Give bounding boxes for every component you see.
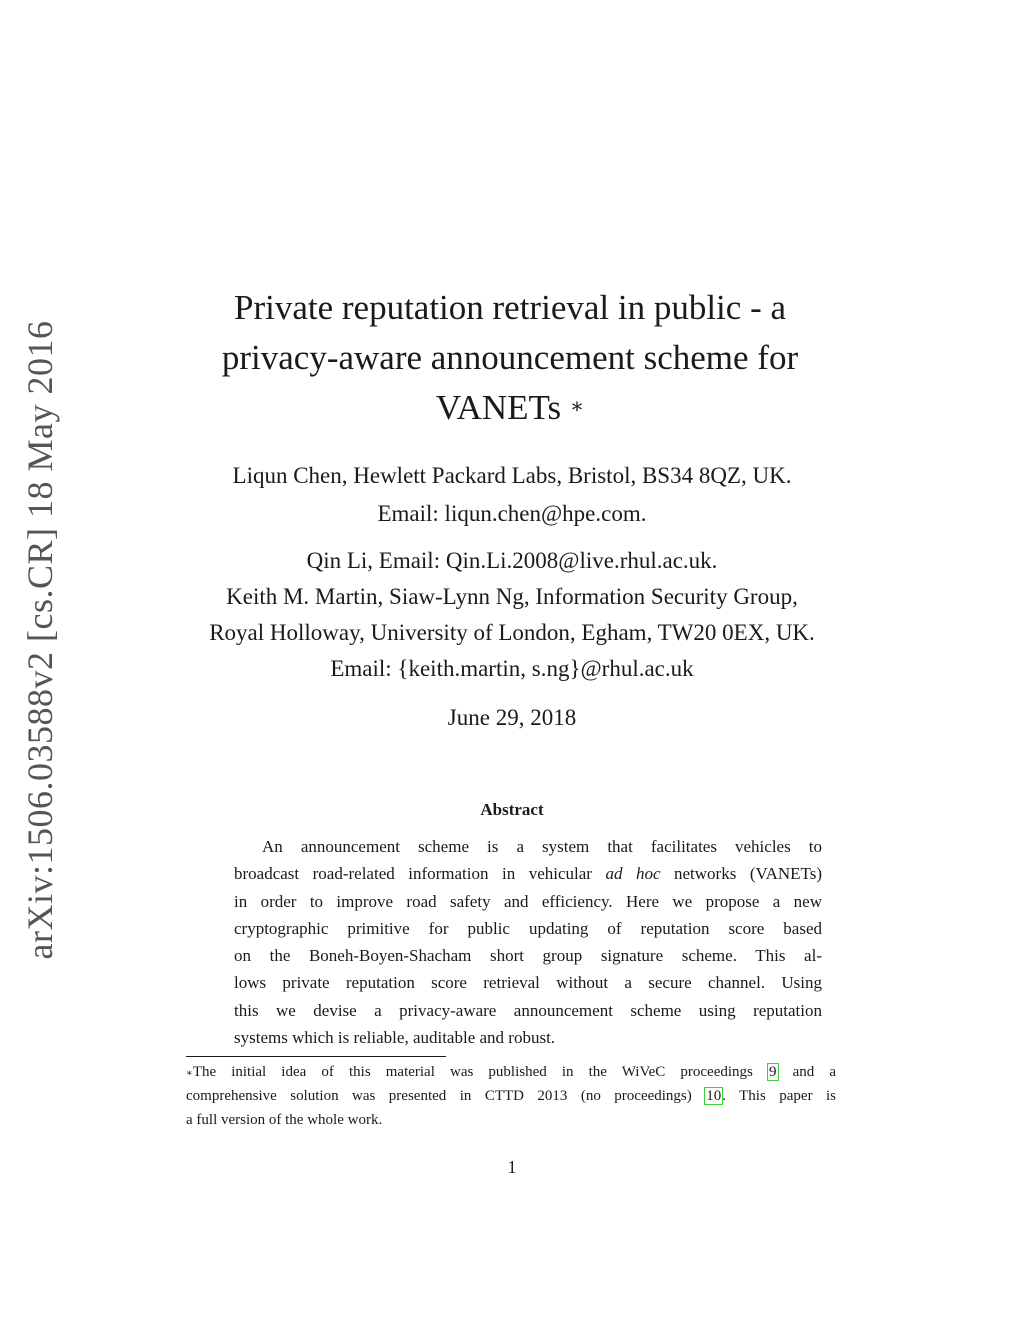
abstract-line: lows private reputation score retrieval without a secure channel. Using bbox=[234, 973, 822, 993]
abstract-line: An announcement scheme is a system that facilitates vehicles to bbox=[262, 837, 822, 856]
title-line-3-text: VANETs bbox=[435, 388, 562, 427]
abstract-heading: Abstract bbox=[480, 800, 544, 819]
paper-date: June 29, 2018 bbox=[447, 705, 577, 730]
footnote-text: The initial idea of this material was published in the WiVeC proceedings bbox=[192, 1064, 753, 1080]
footnote-line bbox=[186, 1084, 836, 1108]
abstract-line: in order to improve road safety and efficiency. Here we propose a new bbox=[234, 891, 822, 911]
citation-link-10[interactable]: 10 bbox=[706, 1088, 722, 1104]
page-number: 1 bbox=[507, 1157, 517, 1177]
title-line-2: privacy-aware announcement scheme for bbox=[221, 338, 799, 377]
footnote-line: a full version of the whole work. bbox=[186, 1112, 383, 1128]
footnote-mark: ∗ bbox=[186, 1068, 193, 1079]
abstract-text: broadcast road-related information in vehicular bbox=[234, 864, 592, 884]
paper-title bbox=[170, 283, 850, 433]
author-email-2: Email: {keith.martin, s.ng}@rhul.ac.uk bbox=[330, 656, 694, 681]
title-line-1: Private reputation retrieval in public - a bbox=[233, 288, 787, 327]
footnote-text: and a bbox=[792, 1064, 837, 1080]
title-footnote-mark[interactable]: ∗ bbox=[569, 394, 585, 418]
footnote-text: . This paper is bbox=[722, 1088, 837, 1104]
abstract-line: cryptographic primitive for public updating of reputation score based bbox=[234, 918, 822, 938]
author-email-1: Email: liqun.chen@hpe.com. bbox=[377, 501, 647, 526]
author-affiliation: Royal Holloway, University of London, Egham, TW20 0EX, UK. bbox=[209, 620, 815, 645]
author-line-3: Keith M. Martin, Siaw-Lynn Ng, Information Security Group, bbox=[226, 584, 798, 609]
abstract-line bbox=[234, 860, 822, 887]
abstract-italic: ad hoc bbox=[605, 864, 661, 884]
footnote-text: comprehensive solution was presented in CTTD 2013 (no proceedings) bbox=[186, 1088, 692, 1104]
footnote-rule bbox=[186, 1056, 446, 1057]
footnote bbox=[186, 1060, 836, 1132]
footnote-line bbox=[186, 1060, 836, 1084]
title-line-3 bbox=[170, 383, 850, 433]
abstract-line: systems which is reliable, auditable and robust. bbox=[234, 1028, 556, 1048]
arxiv-identifier-text: arXiv:1506.03588v2 [cs.CR] 18 May 2016 bbox=[20, 320, 60, 960]
citation-link-9[interactable]: 9 bbox=[769, 1064, 777, 1080]
author-line-2: Qin Li, Email: Qin.Li.2008@live.rhul.ac.uk. bbox=[306, 548, 718, 573]
author-line-1: Liqun Chen, Hewlett Packard Labs, Bristol, BS34 8QZ, UK. bbox=[232, 463, 792, 488]
abstract-body bbox=[234, 833, 822, 1051]
abstract-text: networks (VANETs) bbox=[674, 864, 822, 884]
abstract-line: on the Boneh-Boyen-Shacham short group signature scheme. This al- bbox=[234, 946, 822, 966]
abstract-line: this we devise a privacy-aware announcement scheme using reputation bbox=[234, 1000, 822, 1020]
